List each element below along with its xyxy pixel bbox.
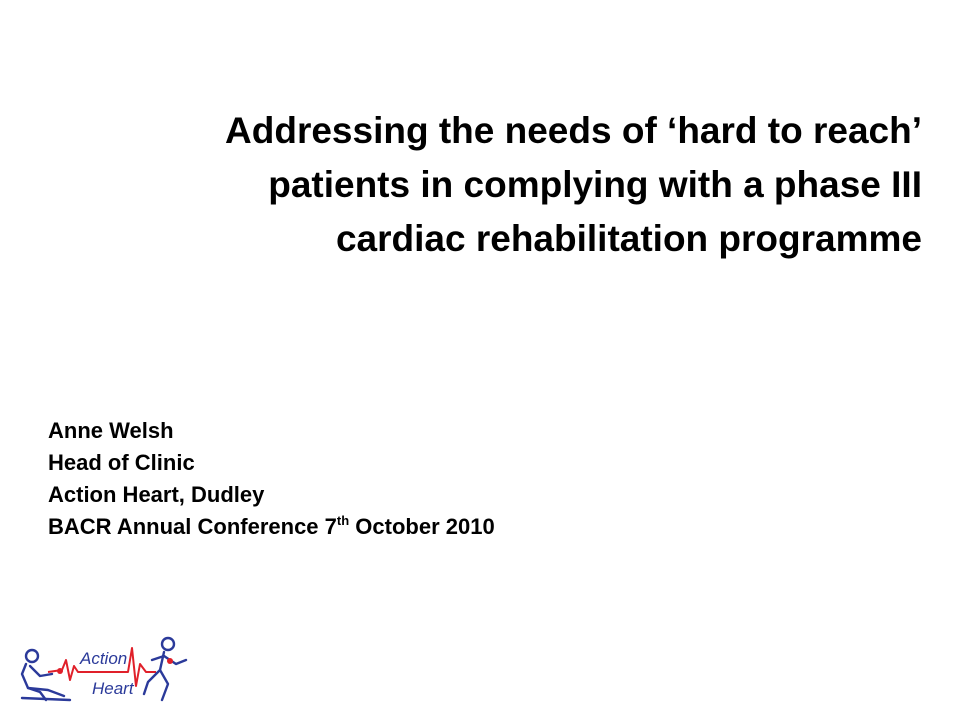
title-line-3: cardiac rehabilitation programme	[335, 218, 922, 259]
resting-figure-icon	[22, 650, 70, 700]
presenter-role: Head of Clinic	[48, 450, 195, 475]
title-line-1: Addressing the needs of ‘hard to reach’	[225, 110, 922, 151]
slide-title	[82, 104, 922, 266]
event-prefix: BACR Annual Conference 7	[48, 514, 337, 539]
logo-graphic	[18, 630, 193, 710]
action-heart-logo	[18, 630, 193, 710]
presenter-event	[48, 511, 495, 543]
event-superscript: th	[336, 513, 350, 528]
title-line-2: patients in complying with a phase III	[268, 164, 922, 205]
event-suffix: October 2010	[349, 514, 495, 539]
logo-word-action: Action	[80, 649, 128, 668]
heart-dot-right-icon	[167, 658, 173, 664]
presenter-organisation: Action Heart, Dudley	[48, 482, 265, 507]
presenter-name: Anne Welsh	[48, 418, 174, 443]
logo-word-heart: Heart	[92, 679, 134, 698]
presenter-block	[48, 415, 495, 543]
running-figure-icon	[144, 638, 186, 700]
heart-dot-left-icon	[57, 668, 63, 674]
